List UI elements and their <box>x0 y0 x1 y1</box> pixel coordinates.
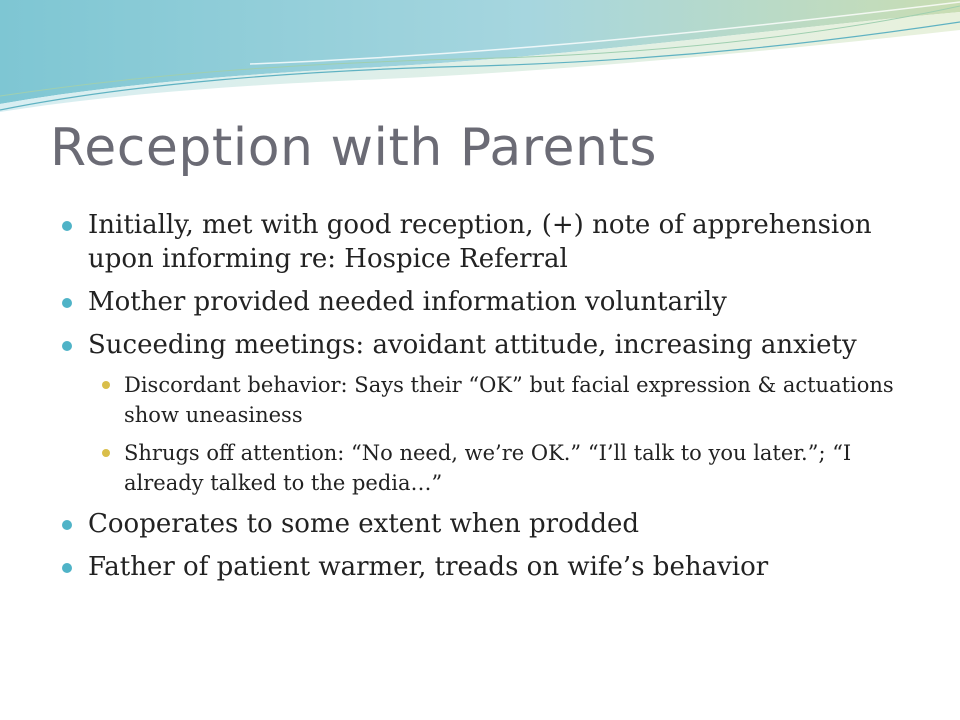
bullet-text: Mother provided needed information voluntarily <box>88 287 727 317</box>
bullet-text: Suceeding meetings: avoidant attitude, increasing anxiety <box>88 330 857 360</box>
sub-bullet-dot-icon <box>102 381 110 389</box>
bullet-dot-icon <box>62 298 72 308</box>
bullet-list <box>60 208 920 593</box>
header-wave-decoration <box>0 0 960 120</box>
bullet-item <box>60 208 920 276</box>
bullet-item <box>60 507 920 541</box>
sub-bullet-text: Shrugs off attention: “No need, we’re OK.” “I’ll talk to you later.”; “I already talked to the pedia…” <box>124 441 852 495</box>
sub-bullet-item <box>60 438 920 498</box>
sub-bullet-item <box>60 370 920 430</box>
sub-bullet-list <box>60 370 920 498</box>
bullet-dot-icon <box>62 563 72 573</box>
bullet-item <box>60 285 920 319</box>
bullet-text: Initially, met with good reception, (+) note of apprehension upon informing re: Hospice Referral <box>88 210 872 274</box>
bullet-dot-icon <box>62 221 72 231</box>
slide-title: Reception with Parents <box>50 118 657 178</box>
bullet-text: Father of patient warmer, treads on wife’s behavior <box>88 552 769 582</box>
bullet-item <box>60 328 920 498</box>
sub-bullet-dot-icon <box>102 449 110 457</box>
bullet-text: Cooperates to some extent when prodded <box>88 509 640 539</box>
sub-bullet-text: Discordant behavior: Says their “OK” but facial expression & actuations show uneasiness <box>124 373 894 427</box>
bullet-dot-icon <box>62 520 72 530</box>
bullet-dot-icon <box>62 341 72 351</box>
bullet-item <box>60 550 920 584</box>
